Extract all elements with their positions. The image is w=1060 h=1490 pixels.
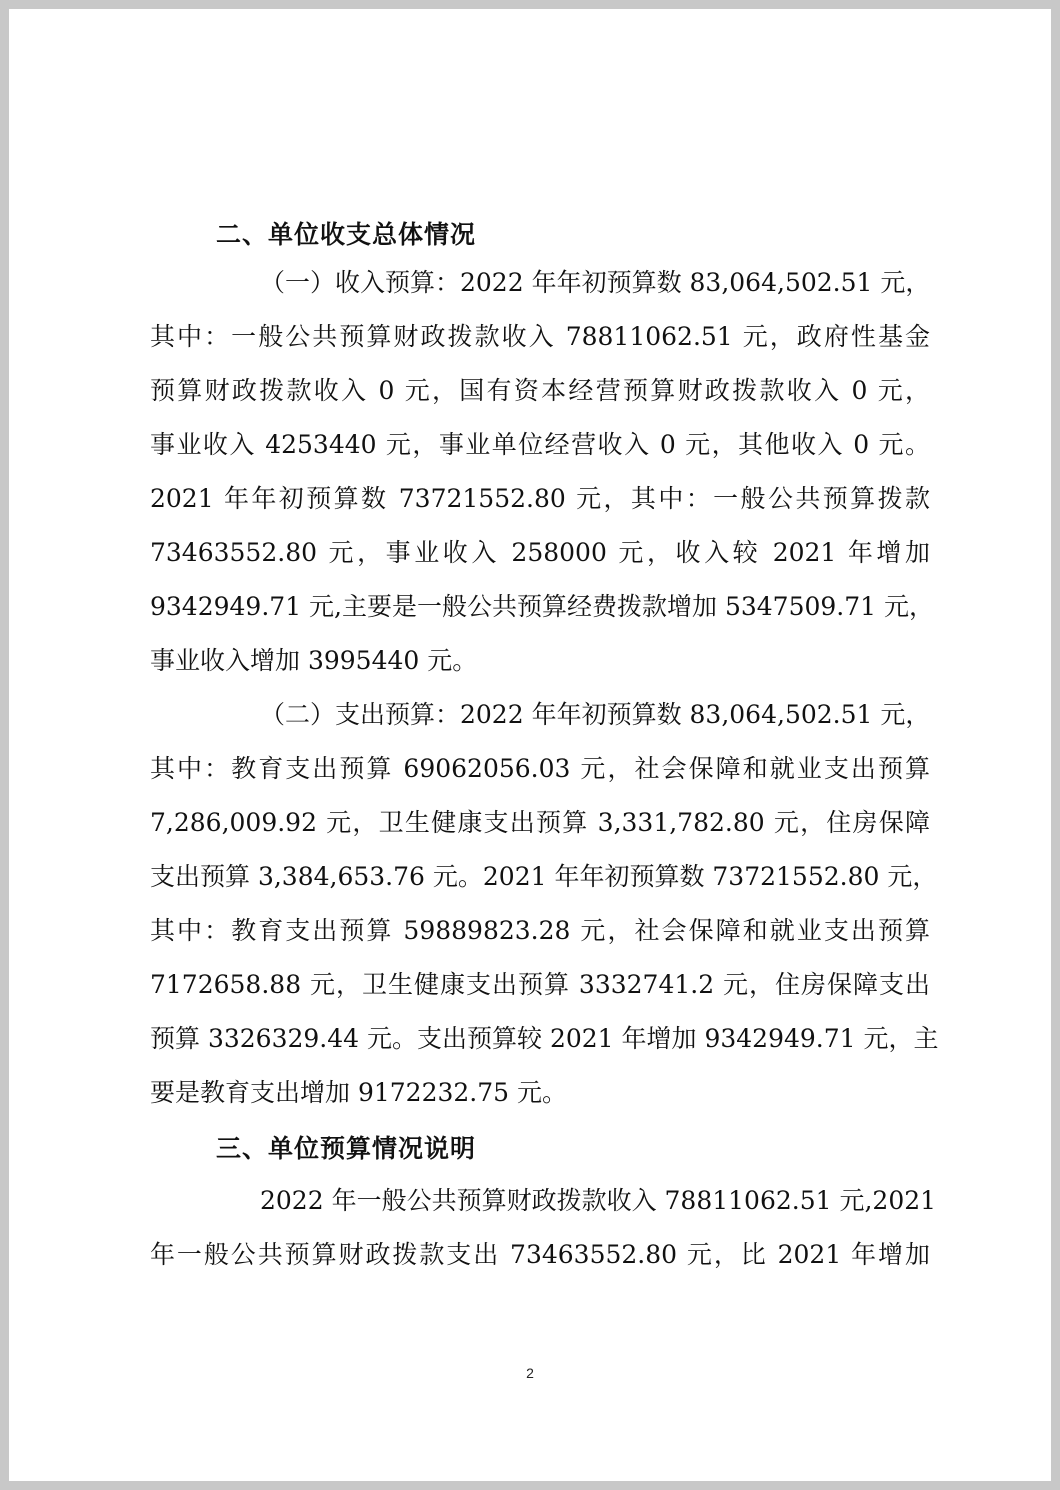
- paragraph-line: 2021 年年初预算数 73721552.80 元，其中：一般公共预算拨款: [150, 484, 930, 513]
- paragraph-line: 支出预算 3,384,653.76 元。2021 年年初预算数 73721552.80 元，: [150, 862, 938, 891]
- paragraph-line: 2022 年一般公共预算财政拨款收入 78811062.51 元,2021: [260, 1186, 937, 1215]
- paragraph-line: 要是教育支出增加 9172232.75 元。: [150, 1078, 567, 1107]
- paragraph-line: 其中：教育支出预算 69062056.03 元，社会保障和就业支出预算: [150, 754, 930, 783]
- document-page: [9, 9, 1051, 1481]
- paragraph-line: 事业收入 4253440 元，事业单位经营收入 0 元，其他收入 0 元。: [150, 430, 930, 459]
- page-number: 2: [526, 1365, 534, 1381]
- paragraph-line: 年一般公共预算财政拨款支出 73463552.80 元，比 2021 年增加: [150, 1240, 930, 1269]
- paragraph-line: 7172658.88 元，卫生健康支出预算 3332741.2 元，住房保障支出: [150, 970, 930, 999]
- paragraph-line: 预算 3326329.44 元。支出预算较 2021 年增加 9342949.71 元，主: [150, 1024, 939, 1053]
- paragraph-line: 预算财政拨款收入 0 元，国有资本经营预算财政拨款收入 0 元，: [150, 376, 930, 405]
- paragraph-line: （一）收入预算：2022 年年初预算数 83,064,502.51 元，: [260, 268, 931, 297]
- paragraph-line: （二）支出预算：2022 年年初预算数 83,064,502.51 元，: [260, 700, 931, 729]
- paragraph-line: 7,286,009.92 元，卫生健康支出预算 3,331,782.80 元，住房保障: [150, 808, 930, 837]
- paragraph-line: 9342949.71 元,主要是一般公共预算经费拨款增加 5347509.71 元，: [150, 592, 934, 621]
- paragraph-line: 事业收入增加 3995440 元。: [150, 646, 478, 675]
- section-heading-2: 二、单位收支总体情况: [216, 220, 477, 249]
- paragraph-line: 73463552.80 元，事业收入 258000 元，收入较 2021 年增加: [150, 538, 930, 567]
- paragraph-line: 其中：一般公共预算财政拨款收入 78811062.51 元，政府性基金: [150, 322, 930, 351]
- section-heading-3: 三、单位预算情况说明: [216, 1134, 477, 1163]
- paragraph-line: 其中：教育支出预算 59889823.28 元，社会保障和就业支出预算: [150, 916, 930, 945]
